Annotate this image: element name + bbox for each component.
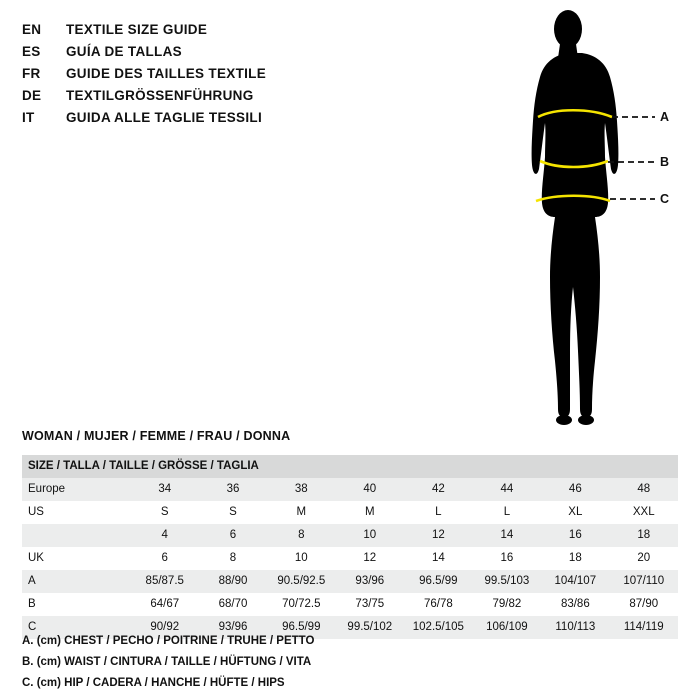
table-cell: 10 <box>267 547 336 570</box>
row-label: US <box>22 501 131 524</box>
table-row <box>22 593 678 616</box>
table-header-label: SIZE / TALLA / TAILLE / GRÖSSE / TAGLIA <box>22 455 678 478</box>
row-label: C <box>22 616 131 639</box>
table-cell: 83/86 <box>541 593 609 616</box>
table-cell: 16 <box>541 524 609 547</box>
table-cell: 73/75 <box>336 593 404 616</box>
table-cell: M <box>336 501 404 524</box>
table-cell: 10 <box>336 524 404 547</box>
table-cell: 44 <box>473 478 541 501</box>
table-cell: 68/70 <box>199 593 267 616</box>
table-cell: 6 <box>199 524 267 547</box>
table-cell: S <box>199 501 267 524</box>
table-cell: 64/67 <box>131 593 199 616</box>
title-text: GUIDA ALLE TAGLIE TESSILI <box>66 110 262 125</box>
female-silhouette-icon <box>500 5 695 435</box>
table-cell: 114/119 <box>610 616 678 639</box>
title-language-code: FR <box>22 66 41 81</box>
table-cell: M <box>267 501 336 524</box>
table-cell: 106/109 <box>473 616 541 639</box>
table-row <box>22 570 678 593</box>
table-cell: 110/113 <box>541 616 609 639</box>
table-cell: 46 <box>541 478 609 501</box>
table-cell: XL <box>541 501 609 524</box>
table-cell: 76/78 <box>404 593 473 616</box>
table-cell: 8 <box>267 524 336 547</box>
table-cell: 93/96 <box>199 616 267 639</box>
title-row <box>22 44 502 66</box>
table-cell: 18 <box>541 547 609 570</box>
table-cell: 12 <box>404 524 473 547</box>
table-cell: 102.5/105 <box>404 616 473 639</box>
title-language-code: EN <box>22 22 42 37</box>
table-cell: 90.5/92.5 <box>267 570 336 593</box>
table-cell: L <box>473 501 541 524</box>
table-cell: 85/87.5 <box>131 570 199 593</box>
table-cell: 14 <box>404 547 473 570</box>
table-cell: 6 <box>131 547 199 570</box>
table-cell: 20 <box>610 547 678 570</box>
legend-item-waist: B. (cm) WAIST / CINTURA / TAILLE / HÜFTUNG / VITA <box>22 656 312 668</box>
table-row <box>22 547 678 570</box>
table-row <box>22 524 678 547</box>
title-language-code: IT <box>22 110 35 125</box>
table-cell: 96.5/99 <box>404 570 473 593</box>
title-text: GUIDE DES TAILLES TEXTILE <box>66 66 267 81</box>
title-row <box>22 66 502 88</box>
table-cell: 4 <box>131 524 199 547</box>
table-cell: XXL <box>610 501 678 524</box>
table-cell: 42 <box>404 478 473 501</box>
table-cell: 99.5/102 <box>336 616 404 639</box>
table-row <box>22 501 678 524</box>
title-text: TEXTILE SIZE GUIDE <box>66 22 208 37</box>
title-row <box>22 22 502 44</box>
table-cell: 36 <box>199 478 267 501</box>
marker-label-a: A <box>660 110 670 124</box>
table-cell: 107/110 <box>610 570 678 593</box>
table-cell: 90/92 <box>131 616 199 639</box>
table-cell: 38 <box>267 478 336 501</box>
table-cell: L <box>404 501 473 524</box>
table-cell: 79/82 <box>473 593 541 616</box>
size-table <box>22 455 678 639</box>
row-label: Europe <box>22 478 131 501</box>
title-text: GUÍA DE TALLAS <box>66 44 182 59</box>
table-section-heading: WOMAN / MUJER / FEMME / FRAU / DONNA <box>22 429 291 443</box>
table-row <box>22 478 678 501</box>
table-cell: 14 <box>473 524 541 547</box>
row-label: A <box>22 570 131 593</box>
marker-label-c: C <box>660 192 670 206</box>
table-header-row <box>22 455 678 478</box>
table-cell: 8 <box>199 547 267 570</box>
table-cell: 93/96 <box>336 570 404 593</box>
title-text: TEXTILGRÖSSENFÜHRUNG <box>66 88 254 103</box>
table-cell: 16 <box>473 547 541 570</box>
table-cell: 18 <box>610 524 678 547</box>
title-block <box>22 22 502 132</box>
row-label: UK <box>22 547 131 570</box>
table-cell: 48 <box>610 478 678 501</box>
table-cell: 99.5/103 <box>473 570 541 593</box>
table-cell: 88/90 <box>199 570 267 593</box>
table-cell: 96.5/99 <box>267 616 336 639</box>
title-language-code: DE <box>22 88 42 103</box>
marker-label-b: B <box>660 155 670 169</box>
row-label: B <box>22 593 131 616</box>
table-cell: 40 <box>336 478 404 501</box>
table-cell: 87/90 <box>610 593 678 616</box>
table-cell: 104/107 <box>541 570 609 593</box>
measurement-legend <box>22 631 622 694</box>
row-label <box>22 524 131 547</box>
table-cell: 12 <box>336 547 404 570</box>
table-cell: S <box>131 501 199 524</box>
title-row <box>22 88 502 110</box>
table-cell: 34 <box>131 478 199 501</box>
title-row <box>22 110 502 132</box>
body-figure <box>500 5 695 435</box>
title-language-code: ES <box>22 44 41 59</box>
legend-item-hip: C. (cm) HIP / CADERA / HANCHE / HÜFTE / HIPS <box>22 677 285 689</box>
table-cell: 70/72.5 <box>267 593 336 616</box>
legend-item-chest: A. (cm) CHEST / PECHO / POITRINE / TRUHE / PETTO <box>22 635 315 647</box>
